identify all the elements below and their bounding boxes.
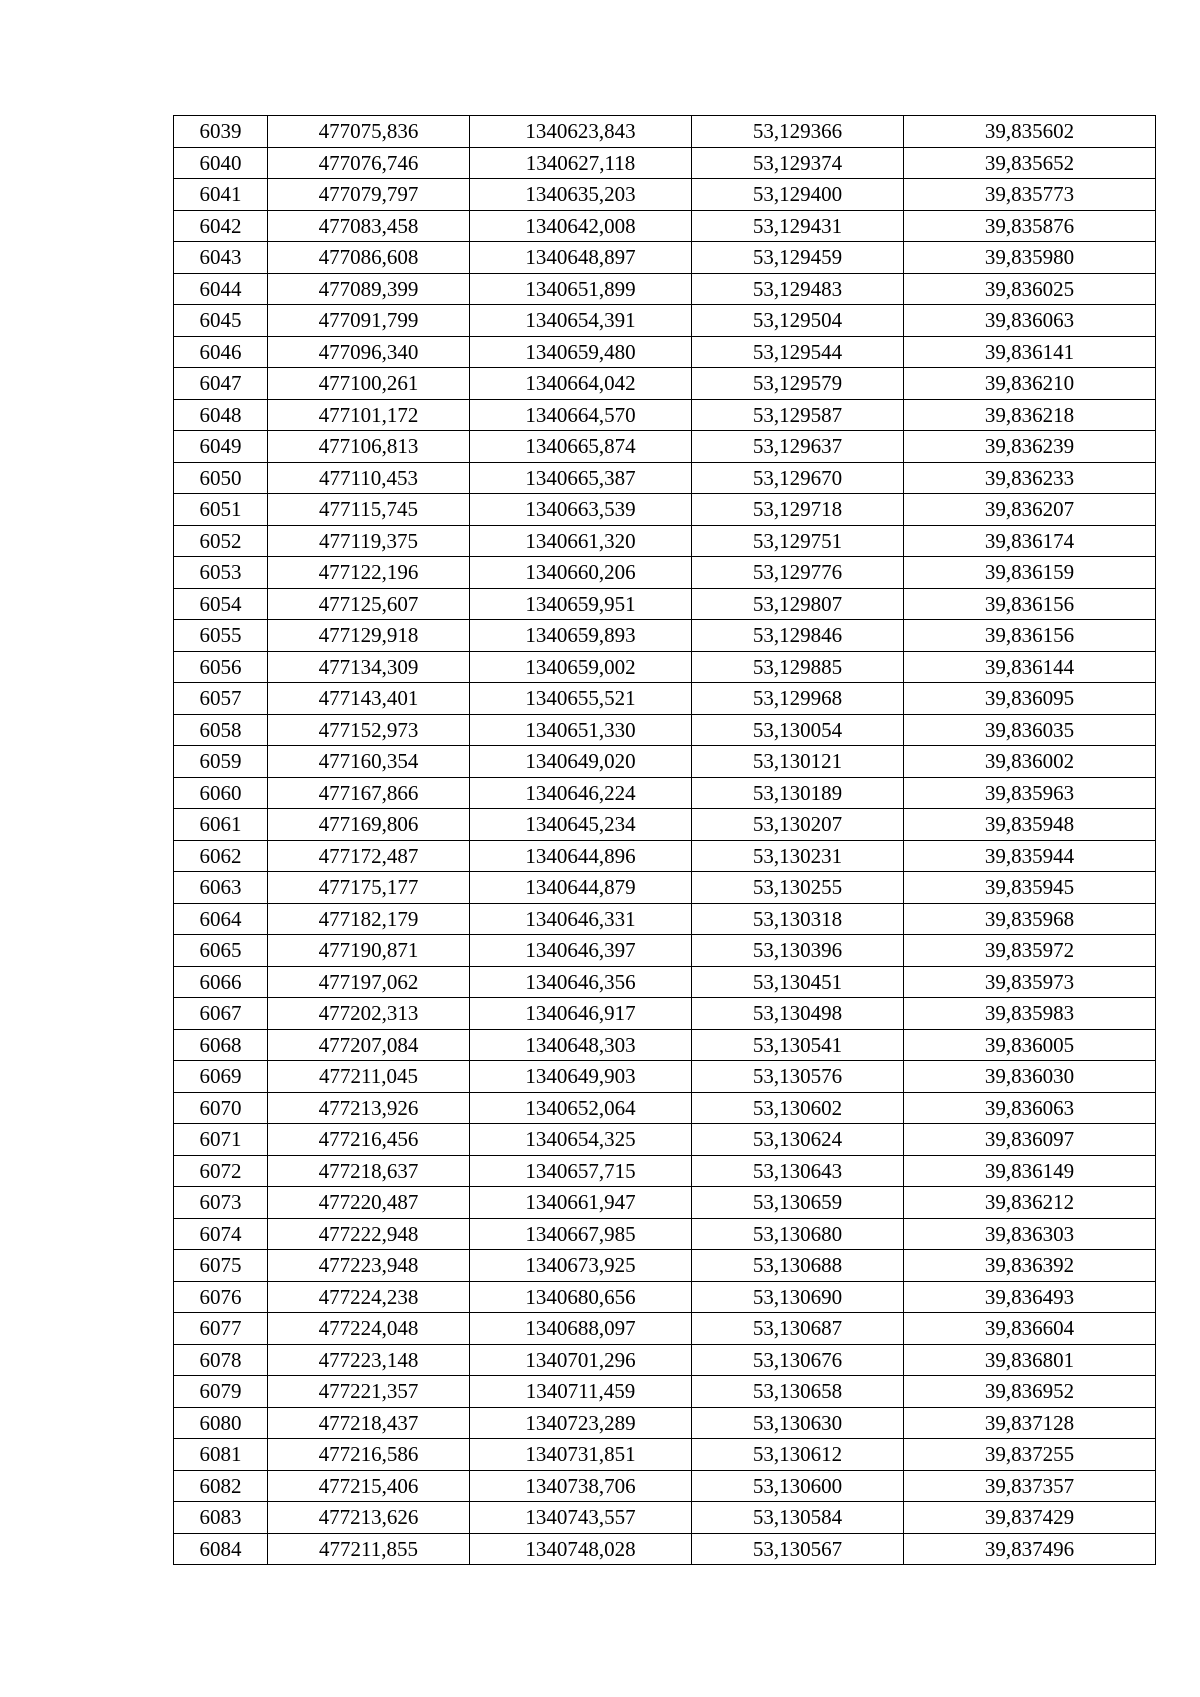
- latitude-cell: 53,130690: [692, 1281, 904, 1313]
- y-coordinate-cell: 1340738,706: [470, 1470, 692, 1502]
- table-row: [174, 872, 1156, 904]
- y-coordinate-cell: 1340667,985: [470, 1218, 692, 1250]
- point-number-cell: 6070: [174, 1092, 268, 1124]
- table-row: [174, 210, 1156, 242]
- x-coordinate-cell: 477215,406: [268, 1470, 470, 1502]
- point-number-cell: 6052: [174, 525, 268, 557]
- longitude-cell: 39,835963: [904, 777, 1156, 809]
- longitude-cell: 39,836095: [904, 683, 1156, 715]
- point-number-cell: 6040: [174, 147, 268, 179]
- table-row: [174, 1281, 1156, 1313]
- longitude-cell: 39,836207: [904, 494, 1156, 526]
- y-coordinate-cell: 1340644,896: [470, 840, 692, 872]
- table-row: [174, 1376, 1156, 1408]
- longitude-cell: 39,836233: [904, 462, 1156, 494]
- x-coordinate-cell: 477213,926: [268, 1092, 470, 1124]
- table-row: [174, 116, 1156, 148]
- x-coordinate-cell: 477079,797: [268, 179, 470, 211]
- point-number-cell: 6060: [174, 777, 268, 809]
- point-number-cell: 6062: [174, 840, 268, 872]
- point-number-cell: 6082: [174, 1470, 268, 1502]
- y-coordinate-cell: 1340655,521: [470, 683, 692, 715]
- x-coordinate-cell: 477169,806: [268, 809, 470, 841]
- point-number-cell: 6058: [174, 714, 268, 746]
- point-number-cell: 6064: [174, 903, 268, 935]
- latitude-cell: 53,130396: [692, 935, 904, 967]
- x-coordinate-cell: 477218,437: [268, 1407, 470, 1439]
- point-number-cell: 6044: [174, 273, 268, 305]
- x-coordinate-cell: 477224,238: [268, 1281, 470, 1313]
- x-coordinate-cell: 477175,177: [268, 872, 470, 904]
- latitude-cell: 53,129431: [692, 210, 904, 242]
- latitude-cell: 53,130680: [692, 1218, 904, 1250]
- y-coordinate-cell: 1340688,097: [470, 1313, 692, 1345]
- y-coordinate-cell: 1340635,203: [470, 179, 692, 211]
- x-coordinate-cell: 477152,973: [268, 714, 470, 746]
- point-number-cell: 6074: [174, 1218, 268, 1250]
- longitude-cell: 39,836303: [904, 1218, 1156, 1250]
- latitude-cell: 53,130567: [692, 1533, 904, 1565]
- point-number-cell: 6041: [174, 179, 268, 211]
- y-coordinate-cell: 1340659,951: [470, 588, 692, 620]
- x-coordinate-cell: 477100,261: [268, 368, 470, 400]
- y-coordinate-cell: 1340654,325: [470, 1124, 692, 1156]
- coordinate-table-body: [174, 116, 1156, 1565]
- latitude-cell: 53,130688: [692, 1250, 904, 1282]
- y-coordinate-cell: 1340748,028: [470, 1533, 692, 1565]
- table-row: [174, 431, 1156, 463]
- x-coordinate-cell: 477106,813: [268, 431, 470, 463]
- longitude-cell: 39,837128: [904, 1407, 1156, 1439]
- x-coordinate-cell: 477223,148: [268, 1344, 470, 1376]
- table-row: [174, 305, 1156, 337]
- latitude-cell: 53,129718: [692, 494, 904, 526]
- latitude-cell: 53,130687: [692, 1313, 904, 1345]
- longitude-cell: 39,835968: [904, 903, 1156, 935]
- table-row: [174, 1124, 1156, 1156]
- table-row: [174, 840, 1156, 872]
- point-number-cell: 6076: [174, 1281, 268, 1313]
- x-coordinate-cell: 477086,608: [268, 242, 470, 274]
- y-coordinate-cell: 1340664,570: [470, 399, 692, 431]
- latitude-cell: 53,130541: [692, 1029, 904, 1061]
- y-coordinate-cell: 1340649,020: [470, 746, 692, 778]
- x-coordinate-cell: 477221,357: [268, 1376, 470, 1408]
- y-coordinate-cell: 1340652,064: [470, 1092, 692, 1124]
- table-row: [174, 1250, 1156, 1282]
- table-row: [174, 1092, 1156, 1124]
- longitude-cell: 39,835945: [904, 872, 1156, 904]
- y-coordinate-cell: 1340665,387: [470, 462, 692, 494]
- latitude-cell: 53,130600: [692, 1470, 904, 1502]
- table-row: [174, 462, 1156, 494]
- x-coordinate-cell: 477091,799: [268, 305, 470, 337]
- y-coordinate-cell: 1340743,557: [470, 1502, 692, 1534]
- x-coordinate-cell: 477167,866: [268, 777, 470, 809]
- table-row: [174, 777, 1156, 809]
- point-number-cell: 6045: [174, 305, 268, 337]
- point-number-cell: 6048: [174, 399, 268, 431]
- point-number-cell: 6063: [174, 872, 268, 904]
- point-number-cell: 6057: [174, 683, 268, 715]
- longitude-cell: 39,836212: [904, 1187, 1156, 1219]
- x-coordinate-cell: 477101,172: [268, 399, 470, 431]
- x-coordinate-cell: 477211,855: [268, 1533, 470, 1565]
- point-number-cell: 6079: [174, 1376, 268, 1408]
- table-row: [174, 1061, 1156, 1093]
- table-row: [174, 557, 1156, 589]
- latitude-cell: 53,130498: [692, 998, 904, 1030]
- longitude-cell: 39,836002: [904, 746, 1156, 778]
- x-coordinate-cell: 477223,948: [268, 1250, 470, 1282]
- longitude-cell: 39,836063: [904, 305, 1156, 337]
- longitude-cell: 39,836144: [904, 651, 1156, 683]
- x-coordinate-cell: 477089,399: [268, 273, 470, 305]
- latitude-cell: 53,129504: [692, 305, 904, 337]
- point-number-cell: 6083: [174, 1502, 268, 1534]
- latitude-cell: 53,130121: [692, 746, 904, 778]
- x-coordinate-cell: 477115,745: [268, 494, 470, 526]
- x-coordinate-cell: 477125,607: [268, 588, 470, 620]
- x-coordinate-cell: 477211,045: [268, 1061, 470, 1093]
- x-coordinate-cell: 477216,456: [268, 1124, 470, 1156]
- x-coordinate-cell: 477182,179: [268, 903, 470, 935]
- y-coordinate-cell: 1340646,224: [470, 777, 692, 809]
- y-coordinate-cell: 1340654,391: [470, 305, 692, 337]
- point-number-cell: 6077: [174, 1313, 268, 1345]
- longitude-cell: 39,836174: [904, 525, 1156, 557]
- latitude-cell: 53,130451: [692, 966, 904, 998]
- longitude-cell: 39,836392: [904, 1250, 1156, 1282]
- table-row: [174, 1218, 1156, 1250]
- x-coordinate-cell: 477083,458: [268, 210, 470, 242]
- point-number-cell: 6067: [174, 998, 268, 1030]
- longitude-cell: 39,835652: [904, 147, 1156, 179]
- x-coordinate-cell: 477216,586: [268, 1439, 470, 1471]
- longitude-cell: 39,837429: [904, 1502, 1156, 1534]
- longitude-cell: 39,836005: [904, 1029, 1156, 1061]
- latitude-cell: 53,129587: [692, 399, 904, 431]
- longitude-cell: 39,835973: [904, 966, 1156, 998]
- point-number-cell: 6069: [174, 1061, 268, 1093]
- x-coordinate-cell: 477119,375: [268, 525, 470, 557]
- point-number-cell: 6043: [174, 242, 268, 274]
- x-coordinate-cell: 477160,354: [268, 746, 470, 778]
- longitude-cell: 39,836097: [904, 1124, 1156, 1156]
- longitude-cell: 39,835980: [904, 242, 1156, 274]
- y-coordinate-cell: 1340680,656: [470, 1281, 692, 1313]
- latitude-cell: 53,129968: [692, 683, 904, 715]
- latitude-cell: 53,129579: [692, 368, 904, 400]
- y-coordinate-cell: 1340648,897: [470, 242, 692, 274]
- x-coordinate-cell: 477213,626: [268, 1502, 470, 1534]
- longitude-cell: 39,837255: [904, 1439, 1156, 1471]
- longitude-cell: 39,836801: [904, 1344, 1156, 1376]
- latitude-cell: 53,130318: [692, 903, 904, 935]
- table-row: [174, 998, 1156, 1030]
- y-coordinate-cell: 1340723,289: [470, 1407, 692, 1439]
- y-coordinate-cell: 1340659,002: [470, 651, 692, 683]
- latitude-cell: 53,130658: [692, 1376, 904, 1408]
- table-row: [174, 620, 1156, 652]
- x-coordinate-cell: 477096,340: [268, 336, 470, 368]
- x-coordinate-cell: 477129,918: [268, 620, 470, 652]
- latitude-cell: 53,130630: [692, 1407, 904, 1439]
- x-coordinate-cell: 477220,487: [268, 1187, 470, 1219]
- table-row: [174, 651, 1156, 683]
- longitude-cell: 39,835773: [904, 179, 1156, 211]
- point-number-cell: 6054: [174, 588, 268, 620]
- y-coordinate-cell: 1340711,459: [470, 1376, 692, 1408]
- table-row: [174, 1155, 1156, 1187]
- latitude-cell: 53,130659: [692, 1187, 904, 1219]
- y-coordinate-cell: 1340657,715: [470, 1155, 692, 1187]
- latitude-cell: 53,129846: [692, 620, 904, 652]
- latitude-cell: 53,130207: [692, 809, 904, 841]
- latitude-cell: 53,130612: [692, 1439, 904, 1471]
- y-coordinate-cell: 1340642,008: [470, 210, 692, 242]
- y-coordinate-cell: 1340649,903: [470, 1061, 692, 1093]
- longitude-cell: 39,836239: [904, 431, 1156, 463]
- point-number-cell: 6071: [174, 1124, 268, 1156]
- longitude-cell: 39,835944: [904, 840, 1156, 872]
- y-coordinate-cell: 1340731,851: [470, 1439, 692, 1471]
- point-number-cell: 6050: [174, 462, 268, 494]
- latitude-cell: 53,130054: [692, 714, 904, 746]
- latitude-cell: 53,129776: [692, 557, 904, 589]
- longitude-cell: 39,835983: [904, 998, 1156, 1030]
- longitude-cell: 39,836159: [904, 557, 1156, 589]
- y-coordinate-cell: 1340659,480: [470, 336, 692, 368]
- y-coordinate-cell: 1340661,947: [470, 1187, 692, 1219]
- latitude-cell: 53,129807: [692, 588, 904, 620]
- point-number-cell: 6081: [174, 1439, 268, 1471]
- longitude-cell: 39,836025: [904, 273, 1156, 305]
- latitude-cell: 53,130676: [692, 1344, 904, 1376]
- x-coordinate-cell: 477207,084: [268, 1029, 470, 1061]
- y-coordinate-cell: 1340663,539: [470, 494, 692, 526]
- y-coordinate-cell: 1340673,925: [470, 1250, 692, 1282]
- longitude-cell: 39,835602: [904, 116, 1156, 148]
- longitude-cell: 39,836035: [904, 714, 1156, 746]
- y-coordinate-cell: 1340664,042: [470, 368, 692, 400]
- x-coordinate-cell: 477110,453: [268, 462, 470, 494]
- table-row: [174, 809, 1156, 841]
- table-row: [174, 714, 1156, 746]
- latitude-cell: 53,130643: [692, 1155, 904, 1187]
- table-row: [174, 588, 1156, 620]
- table-row: [174, 147, 1156, 179]
- point-number-cell: 6078: [174, 1344, 268, 1376]
- x-coordinate-cell: 477202,313: [268, 998, 470, 1030]
- table-row: [174, 1187, 1156, 1219]
- table-row: [174, 966, 1156, 998]
- longitude-cell: 39,836030: [904, 1061, 1156, 1093]
- longitude-cell: 39,835948: [904, 809, 1156, 841]
- point-number-cell: 6051: [174, 494, 268, 526]
- table-row: [174, 1029, 1156, 1061]
- table-row: [174, 525, 1156, 557]
- table-row: [174, 935, 1156, 967]
- table-row: [174, 683, 1156, 715]
- latitude-cell: 53,129459: [692, 242, 904, 274]
- y-coordinate-cell: 1340651,899: [470, 273, 692, 305]
- table-row: [174, 1533, 1156, 1565]
- table-row: [174, 1313, 1156, 1345]
- table-row: [174, 242, 1156, 274]
- latitude-cell: 53,130602: [692, 1092, 904, 1124]
- latitude-cell: 53,129637: [692, 431, 904, 463]
- x-coordinate-cell: 477172,487: [268, 840, 470, 872]
- table-row: [174, 1470, 1156, 1502]
- y-coordinate-cell: 1340645,234: [470, 809, 692, 841]
- point-number-cell: 6053: [174, 557, 268, 589]
- longitude-cell: 39,836156: [904, 620, 1156, 652]
- table-row: [174, 1439, 1156, 1471]
- x-coordinate-cell: 477224,048: [268, 1313, 470, 1345]
- longitude-cell: 39,835972: [904, 935, 1156, 967]
- y-coordinate-cell: 1340646,331: [470, 903, 692, 935]
- x-coordinate-cell: 477134,309: [268, 651, 470, 683]
- latitude-cell: 53,129374: [692, 147, 904, 179]
- table-row: [174, 179, 1156, 211]
- longitude-cell: 39,836218: [904, 399, 1156, 431]
- point-number-cell: 6065: [174, 935, 268, 967]
- y-coordinate-cell: 1340644,879: [470, 872, 692, 904]
- point-number-cell: 6080: [174, 1407, 268, 1439]
- longitude-cell: 39,837496: [904, 1533, 1156, 1565]
- y-coordinate-cell: 1340646,397: [470, 935, 692, 967]
- x-coordinate-cell: 477197,062: [268, 966, 470, 998]
- coordinate-table: [173, 115, 1156, 1565]
- latitude-cell: 53,129885: [692, 651, 904, 683]
- table-row: [174, 1344, 1156, 1376]
- table-row: [174, 494, 1156, 526]
- point-number-cell: 6061: [174, 809, 268, 841]
- point-number-cell: 6046: [174, 336, 268, 368]
- longitude-cell: 39,836604: [904, 1313, 1156, 1345]
- latitude-cell: 53,129544: [692, 336, 904, 368]
- point-number-cell: 6084: [174, 1533, 268, 1565]
- point-number-cell: 6042: [174, 210, 268, 242]
- point-number-cell: 6055: [174, 620, 268, 652]
- x-coordinate-cell: 477075,836: [268, 116, 470, 148]
- longitude-cell: 39,835876: [904, 210, 1156, 242]
- table-row: [174, 273, 1156, 305]
- y-coordinate-cell: 1340648,303: [470, 1029, 692, 1061]
- table-row: [174, 1502, 1156, 1534]
- x-coordinate-cell: 477190,871: [268, 935, 470, 967]
- y-coordinate-cell: 1340659,893: [470, 620, 692, 652]
- point-number-cell: 6049: [174, 431, 268, 463]
- latitude-cell: 53,130584: [692, 1502, 904, 1534]
- latitude-cell: 53,129400: [692, 179, 904, 211]
- x-coordinate-cell: 477076,746: [268, 147, 470, 179]
- longitude-cell: 39,836063: [904, 1092, 1156, 1124]
- longitude-cell: 39,836149: [904, 1155, 1156, 1187]
- point-number-cell: 6059: [174, 746, 268, 778]
- latitude-cell: 53,130255: [692, 872, 904, 904]
- x-coordinate-cell: 477143,401: [268, 683, 470, 715]
- table-row: [174, 903, 1156, 935]
- point-number-cell: 6056: [174, 651, 268, 683]
- longitude-cell: 39,836493: [904, 1281, 1156, 1313]
- latitude-cell: 53,129483: [692, 273, 904, 305]
- y-coordinate-cell: 1340661,320: [470, 525, 692, 557]
- point-number-cell: 6047: [174, 368, 268, 400]
- longitude-cell: 39,836156: [904, 588, 1156, 620]
- x-coordinate-cell: 477222,948: [268, 1218, 470, 1250]
- latitude-cell: 53,129751: [692, 525, 904, 557]
- y-coordinate-cell: 1340627,118: [470, 147, 692, 179]
- latitude-cell: 53,130576: [692, 1061, 904, 1093]
- x-coordinate-cell: 477218,637: [268, 1155, 470, 1187]
- y-coordinate-cell: 1340660,206: [470, 557, 692, 589]
- table-row: [174, 399, 1156, 431]
- x-coordinate-cell: 477122,196: [268, 557, 470, 589]
- latitude-cell: 53,130189: [692, 777, 904, 809]
- table-row: [174, 746, 1156, 778]
- table-row: [174, 368, 1156, 400]
- table-row: [174, 1407, 1156, 1439]
- y-coordinate-cell: 1340646,917: [470, 998, 692, 1030]
- latitude-cell: 53,129670: [692, 462, 904, 494]
- longitude-cell: 39,836952: [904, 1376, 1156, 1408]
- point-number-cell: 6066: [174, 966, 268, 998]
- latitude-cell: 53,130624: [692, 1124, 904, 1156]
- y-coordinate-cell: 1340646,356: [470, 966, 692, 998]
- point-number-cell: 6068: [174, 1029, 268, 1061]
- latitude-cell: 53,129366: [692, 116, 904, 148]
- y-coordinate-cell: 1340651,330: [470, 714, 692, 746]
- point-number-cell: 6072: [174, 1155, 268, 1187]
- y-coordinate-cell: 1340701,296: [470, 1344, 692, 1376]
- table-row: [174, 336, 1156, 368]
- point-number-cell: 6039: [174, 116, 268, 148]
- longitude-cell: 39,836141: [904, 336, 1156, 368]
- y-coordinate-cell: 1340623,843: [470, 116, 692, 148]
- latitude-cell: 53,130231: [692, 840, 904, 872]
- point-number-cell: 6073: [174, 1187, 268, 1219]
- longitude-cell: 39,836210: [904, 368, 1156, 400]
- point-number-cell: 6075: [174, 1250, 268, 1282]
- y-coordinate-cell: 1340665,874: [470, 431, 692, 463]
- longitude-cell: 39,837357: [904, 1470, 1156, 1502]
